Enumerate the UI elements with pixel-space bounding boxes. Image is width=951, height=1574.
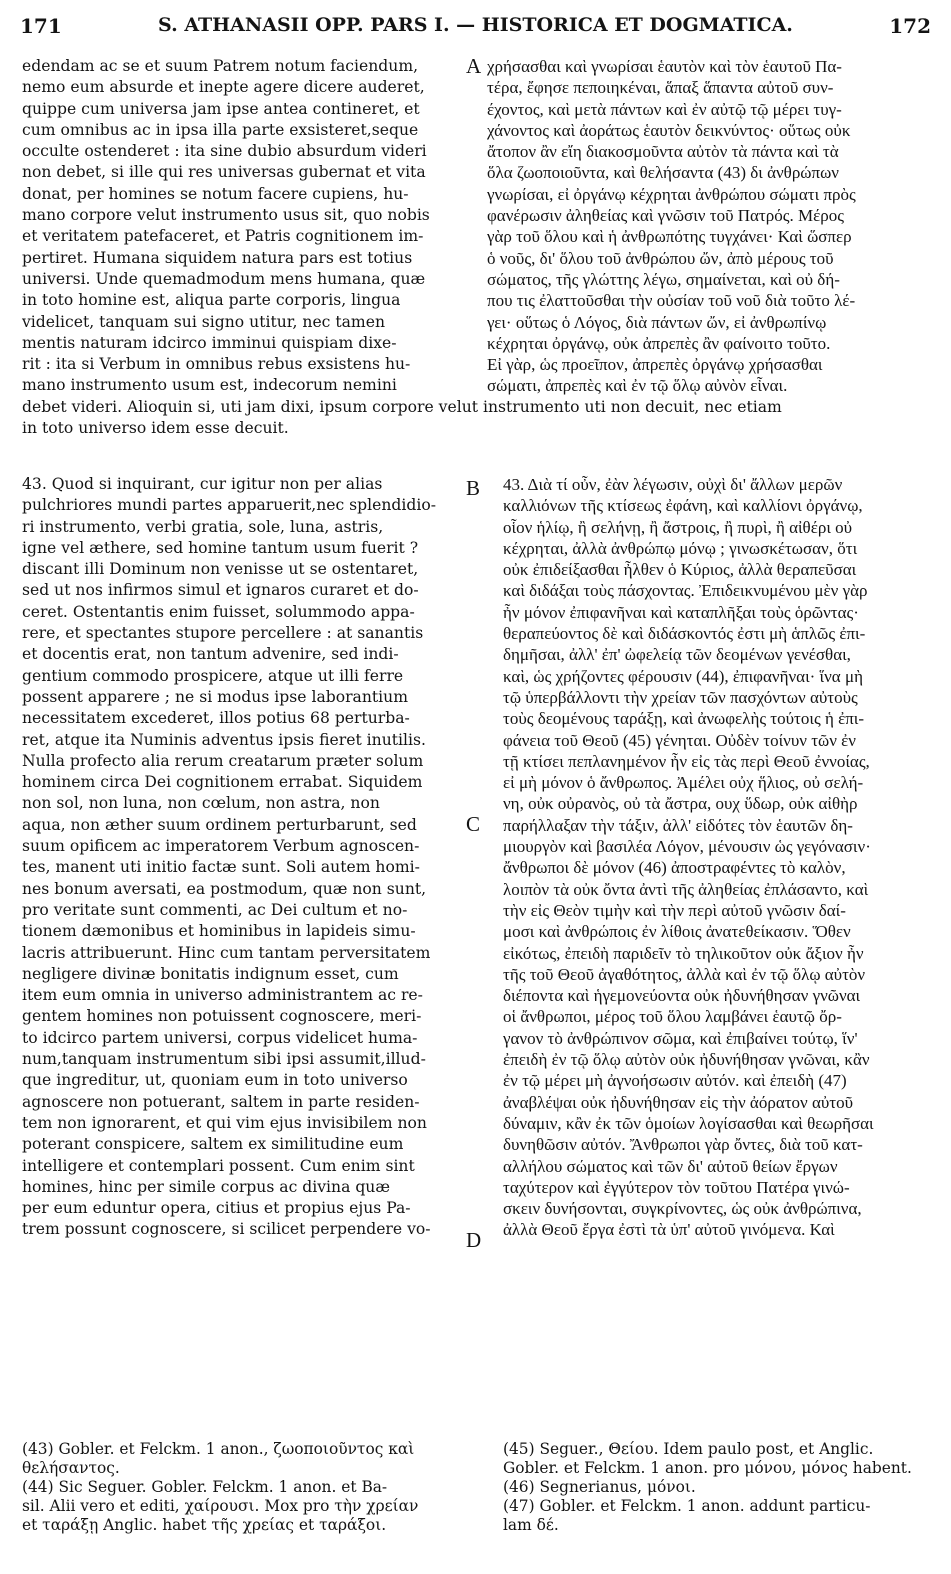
greek-line: καλλιόνων τῆς κτίσεως ἐφάνη, καὶ καλλίονι ὀργάνῳ, [503,496,863,516]
greek-line: δύναμιν, κἂν ἐκ τῶν ὁμοίων λογίσασθαι καὶ θεωρῆσαι [503,1113,874,1133]
greek-line: νη, οὐκ οὐρανὸς, οὐ τὰ ἄστρα, ουχ ὕδωρ, οὐκ αἰθὴρ [503,794,858,814]
latin-line: sed ut nos infirmos simul et ignaros curaret et do- [22,581,419,600]
latin-line: ceret. Ostentantis enim fuisset, solummodo appa- [22,602,415,621]
footnote-line: Gobler. et Felckm. 1 anon. pro μόνου, μόνος habent. [503,1459,912,1477]
latin-line: trem possunt cognoscere, si scilicet perpendere vo- [22,1220,431,1239]
footnote-line: (46) Segnerianus, μόνοι. [503,1478,696,1496]
latin-line: que ingreditur, ut, quoniam eum in toto universo [22,1071,408,1090]
greek-line: παρήλλαξαν τὴν τάξιν, ἀλλ' εἰδότες τὸν ἑαυτῶν δη- [503,815,853,835]
greek-line: σώματος, τῆς γλώττης λέγω, σημαίνεται, καὶ οὐ δή- [487,269,840,289]
page-number-right: 172 [889,14,931,38]
greek-line: σκειν δυνήσονται, συγκρίνοντες, ὡς οὐκ ἀνθρώπινα, [503,1199,862,1219]
greek-line: κέχρηται ὀργάνῳ, οὐκ ἀπρεπὲς ἂν φαίνοιτο τοῦτο. [487,333,831,353]
greek-line: γει· οὕτως ὁ Λόγος, διὰ πάντων ὤν, εἰ ἀνθρωπίνῳ [487,312,827,332]
latin-line: rit : ita si Verbum in omnibus rebus exsistens hu- [22,355,411,374]
latin-line: to idcirco partem universi, corpus videlicet huma- [22,1028,418,1047]
page-number-left: 171 [20,14,62,38]
greek-line: γνωρίσαι, εἰ ὀργάνῳ κέχρηται ἀνθρώπου σώματι πρὸς [487,184,856,204]
margin-marker-c: C [466,812,481,836]
latin-line: item eum omnia in universo administrantem ac re- [22,986,423,1005]
running-title: S. ATHANASII OPP. PARS I. — HISTORICA ET DOGMATICA. [158,14,793,36]
greek-line: οὐκ ἐπιδείξασθαι ἦλθεν ὁ Κύριος, ἀλλὰ θεραπεῦσαι [503,560,857,580]
latin-line: mano corpore velut instrumento usus sit, quo nobis [22,206,430,225]
latin-line: tes, manent uti initio factæ sunt. Soli autem homi- [22,858,420,877]
greek-line: γανον τὸ ἀνθρώπινον σῶμα, καὶ ἐπιβαίνει τούτῳ, ἵν' [503,1028,858,1048]
latin-line: pro veritate sunt commenti, ac Dei cultum et no- [22,900,408,919]
latin-line: lacris attribuerunt. Hinc cum tantam perversitatem [22,943,431,962]
margin-marker-a: A [466,54,482,78]
latin-line: intelligere et contemplari possent. Cum enim sint [22,1156,415,1175]
greek-line: ἄνθρωποι δὲ μόνον (46) ἀποστραφέντες τὸ καλὸν, [503,858,846,878]
latin-line: possent apparere ; ne si modus ipse laborantium [22,687,408,706]
greek-line: 43. Διὰ τί οὖν, ἐὰν λέγωσιν, οὐχὶ δι' ἄλλων μερῶν [503,475,843,494]
greek-line: δυνηθῶσιν αὐτόν. Ἄνθρωποι γὰρ ὄντες, διὰ τοῦ κατ- [503,1135,863,1155]
greek-line: οἷον ἡλίῳ, ἢ σελήνῃ, ἢ ἄστροις, ἢ πυρὶ, ἢ αἰθέρι οὐ [503,517,853,537]
greek-line: ἐπειδὴ ἐν τῷ ὅλῳ αὐτὸν οὐκ ἠδυνήθησαν γνῶναι, κἂν [503,1050,870,1070]
latin-line: num,tanquam instrumentum sibi ipsi assumit,illud- [22,1050,426,1069]
footnote-line: (44) Sic Seguer. Gobler. Felckm. 1 anon. et Ba- [22,1478,388,1496]
greek-line: οἱ ἄνθρωποι, μέρος τοῦ ὅλου λαμβάνει ἑαυτῷ ὄρ- [503,1007,842,1027]
latin-line: mentis naturam idcirco imminui quispiam dixe- [22,333,397,352]
latin-line: aqua, non æther suum ordinem perturbarunt, sed [22,815,417,834]
greek-line: αλλήλου σώματος καὶ τῶν δι' αὐτοῦ θείων ἔργων [503,1156,838,1176]
latin-line: agnoscere non potuerant, saltem in parte residen- [22,1092,420,1111]
latin-line: negligere divinæ bonitatis indignum esset, cum [22,964,399,983]
greek-line: ἦν μόνον ἐπιφανῆναι καὶ καταπλῆξαι τοὺς ὁρῶντας· [503,602,859,622]
latin-line: et veritatem patefaceret, et Patris cognitionem im- [22,227,424,246]
margin-marker-d: D [466,1228,482,1252]
greek-line: κέχρηται, ἀλλὰ ἀνθρώπῳ μόνῳ ; γινωσκέτωσαν, ὅτι [503,538,858,558]
latin-column-bottom [22,474,464,1241]
greek-line: καὶ διδάξαι τοὺς πάσχοντας. Ἐπιδεικνυμένου μὲν γὰρ [503,581,868,601]
latin-line: Nulla profecto alia rerum creatarum præter solum [22,751,424,770]
greek-line: ἀλλὰ Θεοῦ ἔργα ἐστὶ τὰ ὑπ' αὐτοῦ γινόμενα. Καὶ [503,1220,835,1240]
greek-line: τῇ κτίσει πεπλανημένον ἦν εἰς τὰς περὶ Θεοῦ ἐννοίας, [503,751,870,771]
greek-line: ἐν τῷ μέρει μὴ ἀγνοήσωσιν αὐτόν. καὶ ἐπειδὴ (47) [503,1071,847,1091]
latin-line: discant illi Dominum non venisse ut se ostentaret, [22,560,419,579]
latin-line: pulchriores mundi partes apparuerit,nec splendidio- [22,496,436,515]
greek-line: χρήσασθαι καὶ γνωρίσαι ἑαυτὸν καὶ τὸν ἑαυτοῦ Πα- [487,57,842,76]
margin-marker-b: B [466,476,481,500]
latin-line: nes bonum aversati, ea postmodum, quæ non sunt, [22,879,427,898]
greek-line: εἰ μὴ μόνον ὁ ἄνθρωπος. Ἀμέλει οὐχ ἥλιος, οὐ σελή- [503,773,864,793]
footnote-line: sil. Alii vero et editi, χαίρουσι. Mox pro τὴν χρείαν [22,1497,419,1515]
greek-line: εἰκότως, ἐπειδὴ παριδεῖν τὸ τηλικοῦτον οὐκ ἄξιον ἦν [503,943,864,963]
greek-column-top [487,56,933,397]
greek-line: Εἰ γὰρ, ὡς προεῖπον, ἀπρεπὲς ὀργάνῳ χρήσασθαι [487,355,823,375]
latin-line: suum opificem ac imperatorem Verbum agnoscen- [22,837,420,856]
latin-line: occulte ostenderet : ita sine dubio absurdum videri [22,142,427,161]
page-header [20,14,931,40]
footnote-line: lam δέ. [503,1516,559,1534]
greek-column-bottom [503,474,935,1241]
greek-line: τῆς τοῦ Θεοῦ ἀγαθότητος, ἀλλὰ καὶ ἐν τῷ ὅλῳ αὐτὸν [503,964,866,984]
latin-line: gentium commodo prospicere, atque ut illi ferre [22,666,404,685]
latin-line: in toto universo idem esse decuit. [22,419,289,438]
latin-line: hominem circa Dei cognitionem errabat. Siquidem [22,773,423,792]
latin-line: igne vel æthere, sed homine tantum usum fuerit ? [22,538,419,557]
greek-line: λοιπὸν τὰ οὐκ ὄντα ἀντὶ τῆς ἀληθείας ἐπλάσαντο, καὶ [503,879,869,899]
latin-line: mano instrumento usum est, indecorum nemini [22,376,397,395]
latin-line: edendam ac se et suum Patrem notum faciendum, [22,57,419,75]
greek-line: τέρα, ἔφησε πεποιηκέναι, ἅπαξ ἅπαντα αὐτοῦ συν- [487,78,834,98]
greek-line: ὅλα ζωοποιοῦντα, καὶ θελήσαντα (43) δι ἀνθρώπων [487,163,839,183]
footnote-line: et ταράξῃ Anglic. habet τῆς χρείας et ταράξοι. [22,1516,387,1534]
latin-line: poterant conspicere, saltem ex similitudine eum [22,1135,404,1154]
greek-line: διέποντα καὶ ἡγεμονεύοντα οὐκ ἠδυνήθησαν γνῶναι [503,986,861,1006]
latin-line: donat, per homines se notum facere cupiens, hu- [22,184,409,203]
greek-line: έχοντος, καὶ μετὰ πάντων καὶ ἐν αὐτῷ τῷ μέρει τυγ- [487,99,842,119]
latin-line: rere, et spectantes stupore percellere : at sanantis [22,624,424,643]
greek-line: δημῆσαι, ἀλλ' ἐπ' ὠφελείᾳ τῶν δεομένων γενέσθαι, [503,645,851,665]
latin-line: non sol, non luna, non cœlum, non astra, non [22,794,380,813]
latin-line: nemo eum absurde et inepte agere dicere auderet, [22,78,425,97]
greek-line: γὰρ τοῦ ὅλου καὶ ἡ ἀνθρωπότης τυγχάνει· Καὶ ὥσπερ [487,227,852,247]
greek-line: φανέρωσιν ἀληθείας καὶ γνῶσιν τοῦ Πατρός. Μέρος [487,206,844,226]
latin-line: ret, atque ita Numinis adventus ipsis fieret inutilis. [22,730,426,749]
greek-line: ὁ νοῦς, δι' ὅλου τοῦ ἀνθρώπου ὤν, ἀπὸ μέρους τοῦ [487,248,834,268]
latin-line: quippe cum universa jam ipse antea contineret, et [22,99,420,118]
latin-line: cum omnibus ac in ipsa illa parte exsisteret,seque [22,120,419,139]
latin-line: 43. Quod si inquirant, cur igitur non per alias [22,475,383,493]
greek-line: χάνοντος καὶ ἀοράτως ἑαυτὸν δεικνύντος· οὕτως οὐκ [487,120,851,140]
latin-full-width [22,397,930,440]
greek-line: μοσι καὶ ἀνθρώποις ἐν λίθοις ἀνατεθείκασιν. Ὅθεν [503,922,851,942]
greek-line: τοὺς δεομένους ταράξῃ, καὶ ἀνωφελὴς τούτοις ἡ ἐπι- [503,709,865,729]
footnote-line: (43) Gobler. et Felckm. 1 anon., ζωοποιοῦντος καὶ [22,1440,415,1458]
greek-line: ἀναβλέψαι οὐκ ἠδυνήθησαν εἰς τὴν ἀόρατον αὐτοῦ [503,1092,854,1112]
footnote-line: (45) Seguer., Θείου. Idem paulo post, et Anglic. [503,1440,874,1458]
greek-line: καὶ, ὡς χρήζοντες φέρουσιν (44), ἐπιφανῆναι· ἵνα μὴ [503,666,863,686]
greek-line: σώματι, ἀπρεπὲς καὶ ἐν τῷ ὅλῳ αὐνὸν εἶναι. [487,376,788,396]
latin-line: debet videri. Alioquin si, uti jam dixi, ipsum corpore velut instrumento uti non decuit, nec etiam [22,398,782,416]
latin-line: homines, hinc per simile corpus ac divina quæ [22,1177,391,1196]
latin-line: universi. Unde quemadmodum mens humana, quæ [22,269,426,288]
footnote-line: (47) Gobler. et Felckm. 1 anon. addunt particu- [503,1497,871,1515]
greek-line: μιουργὸν καὶ βασιλέα Λόγον, μένουσιν ὡς γεγόνασιν· [503,837,871,857]
greek-line: ταχύτερον καὶ ἐγγύτερον τὸν τοῦτου Πατέρα γινώ- [503,1177,850,1197]
latin-line: tionem dæmonibus et hominibus in lapideis simu- [22,922,416,941]
latin-line: tem non ignorarent, et qui vim ejus invisibilem non [22,1113,427,1132]
greek-line: τὴν εἰς Θεὸν τιμὴν καὶ τὴν περὶ αὐτοῦ γνῶσιν δαί- [503,900,846,920]
greek-line: φάνεια τοῦ Θεοῦ (45) γένηται. Οὐδὲν τοίνυν τῶν ἐν [503,730,856,750]
greek-line: ἄτοπον ἂν εἴη διακοσμοῦντα αὐτὸν τὰ πάντα καὶ τὰ [487,142,839,162]
latin-line: pertiret. Humana siquidem natura pars est totius [22,248,413,267]
latin-line: videlicet, tanquam sui signo utitur, nec tamen [22,312,385,331]
latin-line: in toto homine est, aliqua parte corporis, lingua [22,291,401,310]
footnotes-left [22,1440,462,1535]
latin-line: gentem homines non potuissent cognoscere, meri- [22,1007,422,1026]
footnotes-right [503,1440,935,1535]
latin-line: et docentis erat, non tantum advenire, sed indi- [22,645,399,664]
greek-line: θεραπεύοντος δὲ καὶ διδάσκοντός ἐστι μὴ ἁπλῶς ἐπι- [503,624,866,644]
latin-line: ri instrumento, verbi gratia, sole, luna, astris, [22,517,384,536]
greek-line: που τις ἐλαττοῦσθαι τὴν οὐσίαν τοῦ νοῦ διὰ τοῦτο λέ- [487,291,856,311]
footnote-line: θελήσαντος. [22,1459,120,1477]
latin-line: per eum eduntur opera, citius et propius ejus Pa- [22,1199,411,1218]
latin-line: non debet, si ille qui res universas gubernat et vita [22,163,426,182]
greek-line: τῷ ὑπερβάλλοντι τὴν χρείαν τῶν πασχόντων αὐτοὺς [503,687,858,707]
latin-line: necessitatem excederet, illos potius 68 perturba- [22,709,410,728]
latin-column-top [22,56,462,397]
